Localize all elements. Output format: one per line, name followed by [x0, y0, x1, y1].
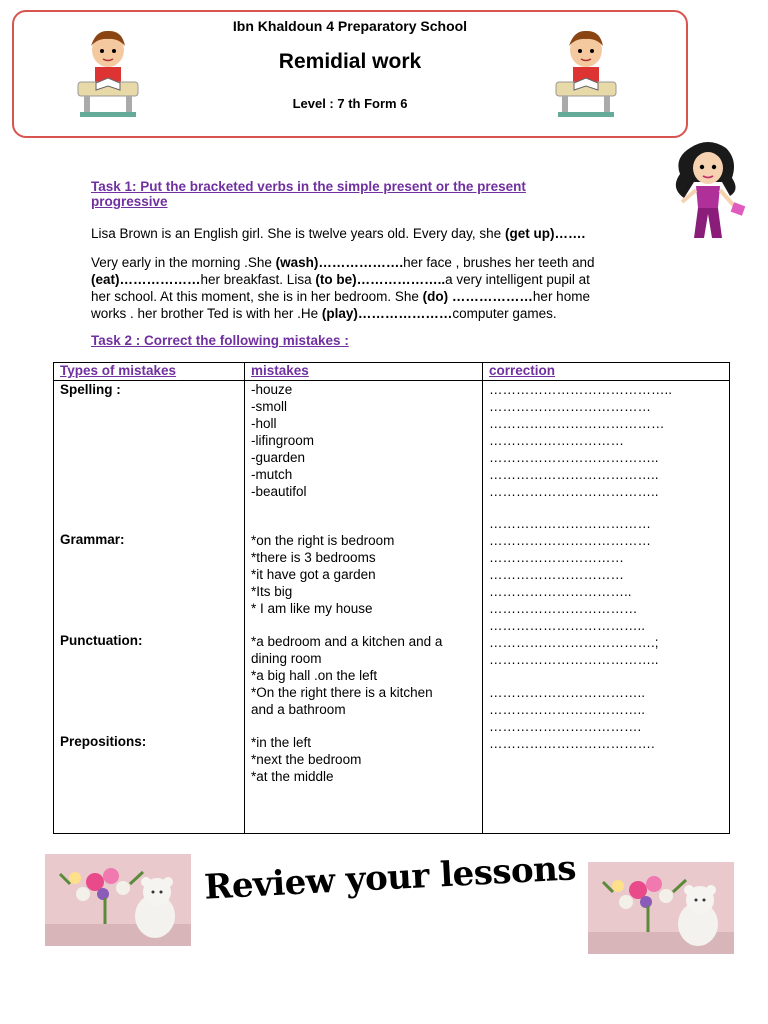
correction-blank: ………………………………… — [489, 416, 665, 431]
para2-line1 — [91, 254, 681, 271]
mistake-item: dining room — [251, 651, 322, 666]
para1-verb: (get up) — [504, 226, 555, 241]
mistake-item: *on the right is bedroom — [251, 533, 395, 548]
para2-l2-verb2: (to be) — [315, 272, 357, 287]
correction-blank: …………………………….. — [489, 702, 646, 717]
para2-l4-verb: (play) — [321, 306, 358, 321]
correction-blank: …………………………… — [489, 601, 638, 616]
correction-blank: ………………………… — [489, 550, 624, 565]
correction-blank: ……………………………….. — [489, 450, 659, 465]
reading-boy-illustration-left — [68, 26, 148, 126]
task1-title — [91, 179, 526, 209]
type-spelling: Spelling : — [60, 382, 121, 397]
header-box — [12, 10, 688, 138]
para2-line3 — [91, 288, 681, 305]
correction-blank: ……………………………….. — [489, 652, 659, 667]
school-name: Ibn Khaldoun 4 Preparatory School — [232, 18, 468, 34]
para2-l4-rest: computer games. — [452, 306, 557, 321]
correction-blank: ……………………………… — [489, 516, 651, 531]
para2-l2-blank: ……………… — [119, 272, 201, 287]
reading-boy-illustration-right — [546, 26, 626, 126]
task1-title-line1: Task 1: Put the bracketed verbs in the simple present or the present — [91, 179, 526, 194]
para2-l4-text: works . her brother Ted is with her .He — [91, 306, 322, 321]
para2-l1-text: Very early in the morning .She — [91, 255, 276, 270]
para2-l1-verb: (wash) — [275, 255, 319, 270]
mistakes-table — [53, 362, 730, 834]
correction-blank: …………………………….. — [489, 618, 646, 633]
table-body-row — [54, 381, 730, 834]
mistake-item: *it have got a garden — [251, 567, 376, 582]
mistake-item: -houze — [251, 382, 293, 397]
para2-l1-blank: ………………. — [318, 255, 404, 270]
para2-l2-blank2: ……………….. — [356, 272, 446, 287]
task1-paragraph1 — [91, 225, 681, 242]
flowers-teddy-photo-right — [588, 862, 734, 954]
header-types: Types of mistakes — [54, 363, 245, 381]
mistake-item: -guarden — [251, 450, 306, 465]
mistake-item: -smoll — [251, 399, 287, 414]
task2-title — [91, 333, 349, 348]
correction-blank: ………………………… — [489, 433, 624, 448]
para2-line4 — [91, 305, 681, 322]
para2-l3-verb: (do) — [422, 289, 449, 304]
correction-blank: ………………………… — [489, 567, 624, 582]
mistake-item: -holl — [251, 416, 277, 431]
para1-blank: ……. — [554, 226, 586, 241]
mistake-item: *Its big — [251, 584, 293, 599]
worksheet-title: Remidial work — [278, 50, 422, 73]
task1-paragraph2 — [91, 254, 681, 322]
mistake-item: *next the bedroom — [251, 752, 362, 767]
mistake-item: and a bathroom — [251, 702, 346, 717]
correction-blank: ……………………………… — [489, 399, 651, 414]
type-prepositions: Prepositions: — [60, 734, 147, 749]
types-column — [54, 381, 245, 834]
header-mistakes: mistakes — [245, 363, 483, 381]
para2-l2-text: her breakfast. Lisa — [200, 272, 316, 287]
mistake-item: *a bedroom and a kitchen and a — [251, 634, 443, 649]
task2-title-text: Task 2 : Correct the following mistakes : — [91, 333, 349, 348]
mistake-item: *at the middle — [251, 769, 334, 784]
table-header-row — [54, 363, 730, 381]
mistake-item: -mutch — [251, 467, 293, 482]
para1-text: Lisa Brown is an English girl. She is twelve years old. Every day, she — [91, 226, 505, 241]
correction-column — [483, 381, 730, 834]
mistake-item: *a big hall .on the left — [251, 668, 378, 683]
para2-l1-rest: her face , brushes her teeth and — [403, 255, 595, 270]
para2-l3-rest: her home — [532, 289, 590, 304]
flowers-teddy-photo-left — [45, 854, 191, 946]
type-grammar: Grammar: — [60, 532, 125, 547]
class-level: Level : 7 th Form 6 — [292, 96, 408, 111]
correction-blank: ………………………….. — [489, 584, 632, 599]
correction-blank: ……………………………….. — [489, 484, 659, 499]
mistake-item: *On the right there is a kitchen — [251, 685, 433, 700]
para2-l2-rest: a very intelligent pupil at — [445, 272, 590, 287]
para2-l3-blank: ……………… — [448, 289, 533, 304]
type-punctuation: Punctuation: — [60, 633, 143, 648]
para2-l3-text: her school. At this moment, she is in her bedroom. She — [91, 289, 423, 304]
mistakes-column — [245, 381, 483, 834]
mistake-item: * I am like my house — [251, 601, 373, 616]
review-your-lessons-text: Review your lessons — [203, 848, 577, 908]
header-correction: correction — [483, 363, 730, 381]
correction-blank: …………………………….. — [489, 685, 646, 700]
correction-blank: ……………………………….. — [489, 467, 659, 482]
mistake-item: *in the left — [251, 735, 312, 750]
para2-line2 — [91, 271, 681, 288]
mistake-item: *there is 3 bedrooms — [251, 550, 376, 565]
mistake-item: -lifingroom — [251, 433, 315, 448]
correction-blank: ……………………………….; — [489, 635, 659, 650]
task1-title-line2: progressive — [91, 194, 168, 209]
para2-l2-verb: (eat) — [91, 272, 120, 287]
correction-blank: ……………………………… — [489, 533, 651, 548]
correction-blank: ………………………………….. — [489, 382, 673, 397]
para2-l4-blank: ………………… — [357, 306, 453, 321]
mistake-item: -beautifol — [251, 484, 307, 499]
correction-blank: ………………………………. — [489, 736, 655, 751]
correction-blank: ……………………………. — [489, 719, 642, 734]
